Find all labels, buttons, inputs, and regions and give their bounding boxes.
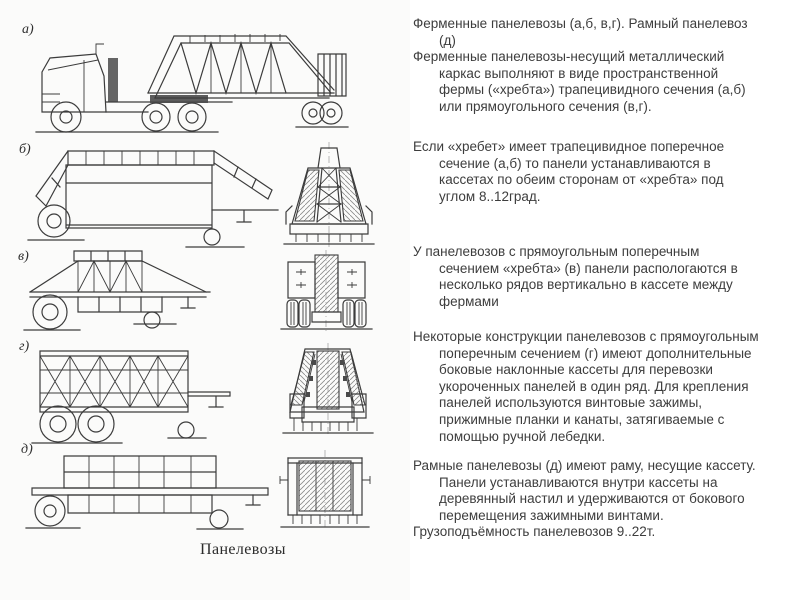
paragraph-rectangular: У панелевозов с прямоугольным поперечным сечением «хребта» (в) панели распологаются в несколько рядов вертикально в кассете между фермами [413, 244, 738, 309]
figure-caption: Панелевозы [200, 541, 286, 558]
text-block-side-cassettes [413, 329, 761, 445]
figure-label-g: г) [19, 339, 30, 354]
text-block-ferm [413, 16, 761, 116]
drawing-b-side-view [28, 151, 278, 247]
text-block-trapezoid [413, 139, 761, 205]
figure-label-b: б) [19, 142, 31, 157]
drawing-g-side-view [32, 351, 230, 443]
slide-text-column [413, 0, 761, 600]
drawing-d-side-view [26, 456, 268, 529]
paragraph-frame: Рамные панелевозы (д) имеют раму, несущие кассету. Панели устанавливаются внутри кассеты на деревянный настил и удерживаются от бокового перемещения зажимными винтами. [413, 458, 756, 523]
text-block-frame [413, 458, 761, 541]
paragraph-ferm-descr: Ферменные панелевозы-несущий металлический каркас выполняют в виде пространственной фермы («хребта») трапецивидного сечения (а,б) или прямоугольного сечения (в,г). [413, 49, 746, 114]
drawing-v-side-view [24, 251, 210, 330]
paragraph-ferm-title: Ферменные панелевозы (а,б, в,г). Рамный панелевоз (д) [413, 16, 748, 48]
figure-label-a: а) [22, 22, 34, 37]
paragraph-trapezoid: Если «хребет» имеет трапецивидное поперечное сечение (а,б) то панели устанавливаются в кассетах по обеим сторонам от «хребта» под углом 8..12град. [413, 139, 725, 204]
figure-label-v: в) [18, 249, 29, 264]
text-block-rectangular [413, 244, 761, 310]
drawing-v-end-view [281, 250, 372, 332]
drawing-a-truck-with-truss-trailer [36, 34, 348, 132]
figure-label-d: д) [21, 442, 33, 457]
drawing-b-end-view [284, 142, 374, 248]
drawing-g-end-view [283, 343, 373, 436]
drawing-d-end-view [280, 450, 370, 530]
paragraph-capacity: Грузоподъёмность панелевозов 9..22т. [413, 524, 656, 540]
paragraph-side-cassettes: Некоторые конструкции панелевозов с прямоугольным поперечным сечением (г) имеют дополнительные боковые наклонные кассеты для перевозки укороченных панелей в один ряд. Для крепления панелей используются винтовые зажимы, прижимные планки и канаты, затягиваемые с помощью ручной лебедки. [413, 329, 759, 444]
